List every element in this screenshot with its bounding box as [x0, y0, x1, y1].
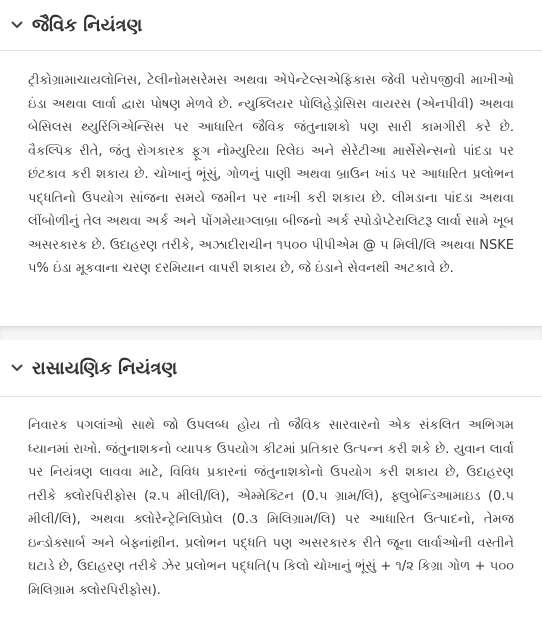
- section-divider: [0, 326, 542, 341]
- section-body-text: નિવારક પગલાંઓ સાથે જો ઉપલબ્ધ હોય તો જૈવિક સારવારનો એક સંકલિત અભિગમ ધ્યાનમાં રાખો. જંતુનાશકનો વ્યાપક ઉપયોગ કીટમાં પ્રતિકાર ઉત્પન્ન કરી શકે છે. યુવાન લાર્વા પર નિયંત્રણ લાવવા માટે, વિવિધ પ્રકારનાં જંતુનાશકોનો ઉપયોગ કરી શકાય છે, ઉદાહરણ તરીકે ક્લોરપિરીફોસ (૨.૫ મીલી/લિ), એમ્મેક્ટિન (0.૫ ગ્રામ/લિ), ફ્લુબેન્ડિઆમાઇડ (0.૫ મીલી/લિ), અથવા ક્લોરેન્ટ્રેનિલિપ્રોલ (0.૩ મિલિગ્રામ/લિ) પર આધારિત ઉત્પાદનો, તેમજ ઇન્ડોક્સાર્બ અને બેફ્નાંથ્રીન. પ્રલોભન પદ્ધતિ પણ અસરકારક રીતે જૂના લાર્વાઓની વસ્તીને ઘટાડે છે, ઉદાહરણ તરીકે ઝેર પ્રલોભન પદ્ધતિ(૫ કિલો ચોખાનું ભૂંસું + ૧/૨ કિગ્રા ગોળ + ૫૦૦ મિલિગ્રામ ક્લોરપિરીફોસ).: [28, 418, 514, 598]
- chemical-control-section: [0, 340, 542, 602]
- chevron-down-icon[interactable]: [10, 18, 24, 32]
- chevron-down-icon[interactable]: [10, 361, 24, 375]
- biological-control-header[interactable]: [0, 0, 542, 51]
- section-title: રાસાયણિક નિયંત્રણ: [32, 357, 178, 379]
- section-title: જૈવિક નિયંત્રણ: [32, 14, 143, 36]
- section-body-text: ટ્રીકોગ્રામાચાયલોનિસ, ટેલીનોમસરેમસ અથવા એપેન્ટેલ્સએફિકાસ જેવી પરોપજીવી માખીઓ ઇંડા અથવા લાર્વા દ્વારા પોષણ મેળવે છે. ન્યુક્લિયર પોલિહેડ્રોસિસ વાયરસ (એનપીવી) અથવા બેસિલસ થ્યુરિંગિએન્સિસ પર આધારિત જૈવિક જંતુનાશકો પણ સારી કામગીરી કરે છે. વૈકલ્પિક રીતે, જંતુ રોગકારક ફૂગ નોમ્યુરિયા રિલેઇ અને સેરેટીઆ માર્સેસેન્સનો પાંદડા પર છંટકાવ કરી શકાય છે. ચોખાનું ભૂંસું, ગોળનું પાણી અથવા બ્રાઉન ખાંડ પર આધારિત પ્રલોભન પદ્ધતિનો ઉપયોગ સાંજના સમયે જમીન પર નાખી કરી શકાય છે. લીમડાના પાંદડા અથવા લીંબોળીનું તેલ અથવા અર્ક અને પોંગમેયાગ્લાબ્રા બીજનો અર્ક સ્પોડોપ્ટેરાલિટરૂ લાર્વા સામે ખૂબ અસરકારક છે. ઉદાહરણ તરીકે, અઝાદીરાચીન ૧૫૦૦ પીપીએમ @ ૫ મિલી/લિ અથવા NSKE ૫% ઇંડા મૂકવાના ચરણ દરમિયાન વાપરી શકાય છે, જે ઇંડાને સેવનથી અટકાવે છે.: [28, 73, 514, 276]
- chemical-control-header[interactable]: [0, 340, 542, 397]
